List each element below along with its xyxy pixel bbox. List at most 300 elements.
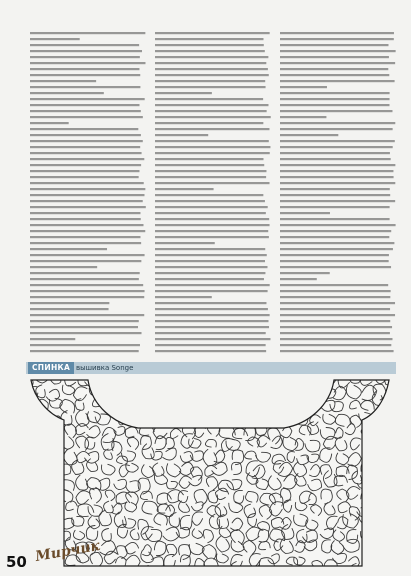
text-line [155, 50, 265, 52]
swirl-stroke [100, 567, 111, 572]
text-line [155, 74, 269, 76]
swirl-stroke [235, 377, 249, 388]
swirl-stroke [374, 539, 388, 551]
text-line [280, 80, 395, 82]
section-subtitle: вышивка Songe [76, 364, 134, 372]
swirl-stroke [260, 413, 270, 424]
swirl-stroke [31, 462, 44, 477]
swirl-stroke [49, 423, 64, 436]
text-line [280, 284, 388, 286]
swirl-stroke [272, 376, 284, 387]
text-line [155, 122, 263, 124]
text-line [155, 152, 270, 154]
watermark-signature: Мирчик [34, 537, 102, 565]
swirl-stroke [37, 427, 49, 436]
text-line [280, 38, 394, 40]
swirl-stroke [49, 569, 61, 572]
text-line [155, 56, 268, 58]
swirl-stroke [46, 438, 61, 448]
swirl-stroke [378, 555, 389, 564]
text-line [280, 296, 390, 298]
text-line [30, 128, 138, 130]
text-line [280, 110, 392, 112]
text-line [30, 116, 143, 118]
text-line [30, 218, 141, 220]
text-line [155, 80, 265, 82]
swirl-stroke [26, 461, 36, 471]
swirl-stroke [310, 566, 323, 572]
text-line [30, 260, 141, 262]
text-line [30, 212, 140, 214]
text-line [155, 278, 264, 280]
swirl-stroke [126, 567, 139, 572]
swirl-stroke [205, 386, 213, 397]
swirl-stroke [363, 445, 373, 459]
text-line [155, 254, 267, 256]
text-line [280, 32, 394, 34]
text-line [30, 236, 140, 238]
text-lines-1 [30, 29, 148, 353]
text-line [155, 266, 267, 268]
swirl-stroke [374, 569, 385, 572]
text-line [30, 194, 144, 196]
swirl-stroke [26, 506, 36, 517]
text-line [30, 296, 144, 298]
swirl-stroke [154, 388, 164, 400]
text-line [30, 182, 144, 184]
text-line [280, 302, 395, 304]
swirl-stroke [373, 526, 387, 541]
text-line [30, 32, 145, 34]
text-line [30, 80, 96, 82]
text-line [280, 212, 330, 214]
swirl-stroke [286, 408, 296, 422]
text-line [30, 302, 109, 304]
text-line [280, 86, 327, 88]
text-line [155, 110, 267, 112]
swirl-stroke [104, 386, 113, 399]
swirl-stroke [230, 386, 242, 398]
swirl-stroke [150, 570, 162, 572]
page-number: 50 [6, 553, 27, 571]
text-line [280, 242, 394, 244]
swirl-stroke [293, 376, 307, 387]
swirl-stroke [374, 447, 384, 459]
swirl-stroke [361, 426, 373, 438]
text-line [30, 74, 140, 76]
swirl-stroke [206, 376, 217, 385]
text-line [30, 98, 145, 100]
text-line [155, 308, 268, 310]
swirl-stroke [26, 531, 39, 542]
text-line [280, 44, 388, 46]
text-line [155, 158, 263, 160]
text-line [280, 56, 389, 58]
text-line [30, 86, 140, 88]
swirl-stroke [58, 570, 70, 572]
text-line [155, 284, 270, 286]
swirl-stroke [143, 569, 156, 572]
text-line [280, 170, 393, 172]
swirl-stroke [363, 553, 375, 562]
text-line [280, 332, 390, 334]
text-line [280, 308, 390, 310]
text-line [280, 218, 390, 220]
swirl-stroke [373, 476, 383, 490]
swirl-stroke [285, 389, 297, 400]
text-line [30, 152, 142, 154]
swirl-stroke [241, 380, 254, 394]
text-line [30, 266, 97, 268]
text-line [280, 320, 390, 322]
swirl-stroke [176, 376, 189, 386]
text-line [155, 44, 264, 46]
swirl-stroke [192, 570, 203, 572]
swirl-stroke [26, 393, 37, 408]
swirl-stroke [35, 448, 47, 458]
text-line [30, 320, 139, 322]
swirl-stroke [311, 376, 320, 382]
text-line [30, 254, 145, 256]
text-line [30, 110, 141, 112]
swirl-stroke [26, 542, 31, 554]
swirl-stroke [103, 401, 116, 412]
text-line [280, 248, 393, 250]
swirl-stroke [222, 414, 232, 427]
swirl-stroke [26, 489, 35, 501]
text-line [30, 242, 141, 244]
swirl-stroke [26, 571, 36, 572]
swirl-stroke [48, 485, 61, 499]
swirl-stroke [246, 567, 255, 572]
text-line [280, 350, 394, 352]
text-line [155, 194, 263, 196]
text-line [155, 32, 270, 34]
text-line [155, 188, 214, 190]
text-line [30, 224, 143, 226]
text-line [280, 326, 392, 328]
swirl-stroke [388, 529, 396, 540]
text-column-3 [280, 29, 398, 353]
text-line [280, 128, 393, 130]
swirl-stroke [165, 376, 177, 386]
text-line [280, 272, 330, 274]
swirl-stroke [215, 568, 229, 572]
swirl-stroke [388, 571, 396, 572]
swirl-stroke [26, 416, 34, 427]
swirl-stroke [111, 569, 125, 572]
text-line [280, 224, 396, 226]
swirl-stroke [376, 517, 391, 531]
swirl-stroke [230, 410, 243, 422]
swirl-stroke [261, 386, 274, 396]
text-line [30, 248, 107, 250]
swirl-stroke [286, 398, 296, 408]
swirl-stroke [37, 512, 47, 527]
text-line [30, 38, 80, 40]
swirl-stroke [165, 399, 177, 409]
swirl-stroke [203, 570, 214, 572]
swirl-stroke [174, 567, 188, 572]
text-line [280, 158, 391, 160]
text-line [155, 146, 270, 148]
swirl-stroke [47, 513, 59, 528]
text-line [155, 212, 266, 214]
text-line [155, 128, 269, 130]
swirl-stroke [44, 502, 59, 514]
swirl-stroke [39, 567, 55, 572]
text-line [155, 296, 212, 298]
text-lines-2 [155, 29, 273, 353]
text-line [280, 74, 389, 76]
swirl-stroke [296, 395, 309, 409]
text-line [30, 326, 138, 328]
text-line [30, 164, 141, 166]
text-line [155, 344, 266, 346]
text-line [280, 122, 395, 124]
text-line [155, 236, 269, 238]
text-line [155, 86, 266, 88]
text-line [30, 176, 139, 178]
swirl-stroke [101, 376, 111, 382]
text-line [280, 62, 395, 64]
text-line [280, 194, 390, 196]
text-line [155, 206, 268, 208]
text-line [30, 278, 139, 280]
swirl-stroke [139, 402, 154, 415]
text-line [155, 260, 265, 262]
swirl-stroke [178, 398, 190, 412]
text-line [280, 104, 389, 106]
text-line [155, 176, 266, 178]
swirl-stroke [249, 402, 260, 412]
swirl-stroke [262, 400, 271, 412]
text-line [30, 170, 139, 172]
text-line [30, 332, 142, 334]
swirl-stroke [268, 384, 281, 397]
text-line [30, 56, 140, 58]
swirl-stroke [26, 448, 35, 461]
swirl-stroke [287, 376, 297, 383]
text-line [155, 224, 270, 226]
swirl-stroke [387, 518, 396, 528]
text-line [30, 200, 143, 202]
text-line [155, 218, 269, 220]
swirl-stroke [216, 398, 230, 414]
text-line [155, 104, 268, 106]
swirl-stroke [310, 386, 323, 400]
text-line [30, 206, 146, 208]
swirl-stroke [151, 411, 164, 423]
swirl-stroke [174, 412, 189, 425]
swirl-stroke [168, 385, 180, 400]
swirl-stroke [129, 376, 142, 386]
text-line [30, 284, 143, 286]
swirl-stroke [153, 402, 164, 411]
swirl-stroke [32, 408, 45, 420]
text-line [280, 236, 389, 238]
text-line [155, 314, 270, 316]
swirl-stroke [117, 399, 131, 409]
text-line [280, 68, 388, 70]
swirl-stroke [388, 465, 397, 478]
text-line [280, 290, 391, 292]
text-line [30, 122, 69, 124]
swirl-stroke [218, 376, 228, 388]
text-line [155, 242, 215, 244]
swirl-stroke [295, 385, 303, 396]
swirl-stroke [363, 439, 372, 451]
text-line [280, 140, 395, 142]
swirl-stroke [266, 400, 277, 411]
swirl-stroke [382, 477, 396, 493]
text-line [155, 164, 264, 166]
text-line [155, 350, 266, 352]
swirl-stroke [188, 376, 202, 387]
text-line [280, 338, 392, 340]
text-line [280, 344, 391, 346]
swirl-stroke [204, 410, 217, 421]
swirl-stroke [283, 567, 298, 572]
text-line [155, 134, 208, 136]
swirl-stroke [148, 376, 164, 383]
swirl-stroke [376, 424, 385, 436]
swirl-stroke [40, 494, 53, 504]
swirl-stroke [383, 413, 395, 424]
text-line [30, 350, 139, 352]
swirl-stroke [164, 410, 178, 421]
swirl-stroke [207, 394, 218, 408]
swirl-stroke [389, 490, 396, 498]
text-line [155, 326, 269, 328]
text-line [155, 302, 266, 304]
text-line [280, 98, 390, 100]
swirl-stroke [331, 571, 343, 572]
text-line [30, 230, 145, 232]
swirl-stroke [321, 566, 335, 572]
swirl-stroke [385, 425, 396, 436]
swirl-stroke [258, 376, 268, 385]
text-line [30, 290, 145, 292]
swirl-stroke [233, 398, 244, 406]
section-title: СПИНКА [28, 362, 74, 374]
text-line [280, 314, 395, 316]
swirl-stroke [36, 529, 47, 540]
text-line [155, 98, 263, 100]
text-line [280, 164, 395, 166]
text-line [280, 182, 395, 184]
swirl-stroke [192, 385, 203, 395]
text-line [30, 104, 139, 106]
text-line [155, 338, 270, 340]
swirl-stroke [266, 411, 281, 423]
swirl-stroke [359, 569, 374, 573]
swirl-stroke [123, 409, 136, 424]
text-line [155, 332, 266, 334]
text-line [155, 62, 266, 64]
swirl-stroke [52, 416, 63, 428]
text-line [30, 272, 140, 274]
text-line [155, 248, 265, 250]
text-line [280, 230, 391, 232]
text-line [30, 188, 145, 190]
text-line [155, 272, 265, 274]
swirl-stroke [372, 467, 388, 478]
swirl-stroke [127, 389, 137, 403]
swirl-stroke [388, 398, 396, 414]
text-line [30, 68, 139, 70]
swirl-stroke [37, 440, 52, 455]
text-line [30, 62, 145, 64]
text-line [155, 290, 268, 292]
text-line [155, 170, 266, 172]
swirl-stroke [49, 475, 63, 486]
swirl-stroke [143, 415, 156, 426]
swirl-stroke [389, 501, 396, 514]
swirl-stroke [243, 414, 252, 427]
text-line [155, 182, 270, 184]
swirl-stroke [50, 448, 62, 460]
swirl-stroke [128, 400, 139, 410]
text-line [280, 146, 393, 148]
swirl-stroke [169, 568, 180, 572]
swirl-stroke [172, 388, 188, 401]
swirl-stroke [26, 515, 40, 528]
text-line [30, 338, 75, 340]
text-line [155, 68, 268, 70]
swirl-stroke [90, 570, 102, 572]
swirl-stroke [139, 388, 153, 399]
swirl-stroke [51, 462, 62, 475]
swirl-stroke [112, 376, 126, 389]
swirl-stroke [32, 477, 44, 492]
text-line [280, 200, 395, 202]
swirl-stroke [49, 525, 59, 538]
swirl-stroke [369, 491, 384, 505]
swirl-stroke [27, 441, 38, 455]
swirl-stroke [26, 424, 37, 437]
swirl-stroke [111, 385, 125, 395]
text-line [30, 134, 141, 136]
swirl-stroke [271, 569, 285, 572]
swirl-stroke [387, 436, 396, 451]
text-line [30, 146, 140, 148]
text-line [30, 44, 139, 46]
text-line [280, 266, 391, 268]
text-line [30, 344, 140, 346]
text-line [155, 92, 212, 94]
text-line [280, 254, 389, 256]
text-line [280, 278, 317, 280]
text-line [30, 140, 143, 142]
text-line [155, 38, 263, 40]
text-line [155, 320, 269, 322]
text-line [280, 50, 396, 52]
swirl-stroke [373, 438, 385, 448]
text-line [30, 50, 142, 52]
text-line [155, 116, 271, 118]
section-header [26, 362, 396, 374]
swirl-stroke [217, 386, 231, 400]
swirl-stroke [375, 411, 387, 426]
swirl-stroke [364, 545, 375, 553]
text-line [280, 188, 390, 190]
text-line [280, 176, 394, 178]
swirl-stroke [377, 502, 391, 514]
text-line [280, 260, 389, 262]
swirl-stroke [388, 388, 396, 399]
text-line [280, 92, 390, 94]
